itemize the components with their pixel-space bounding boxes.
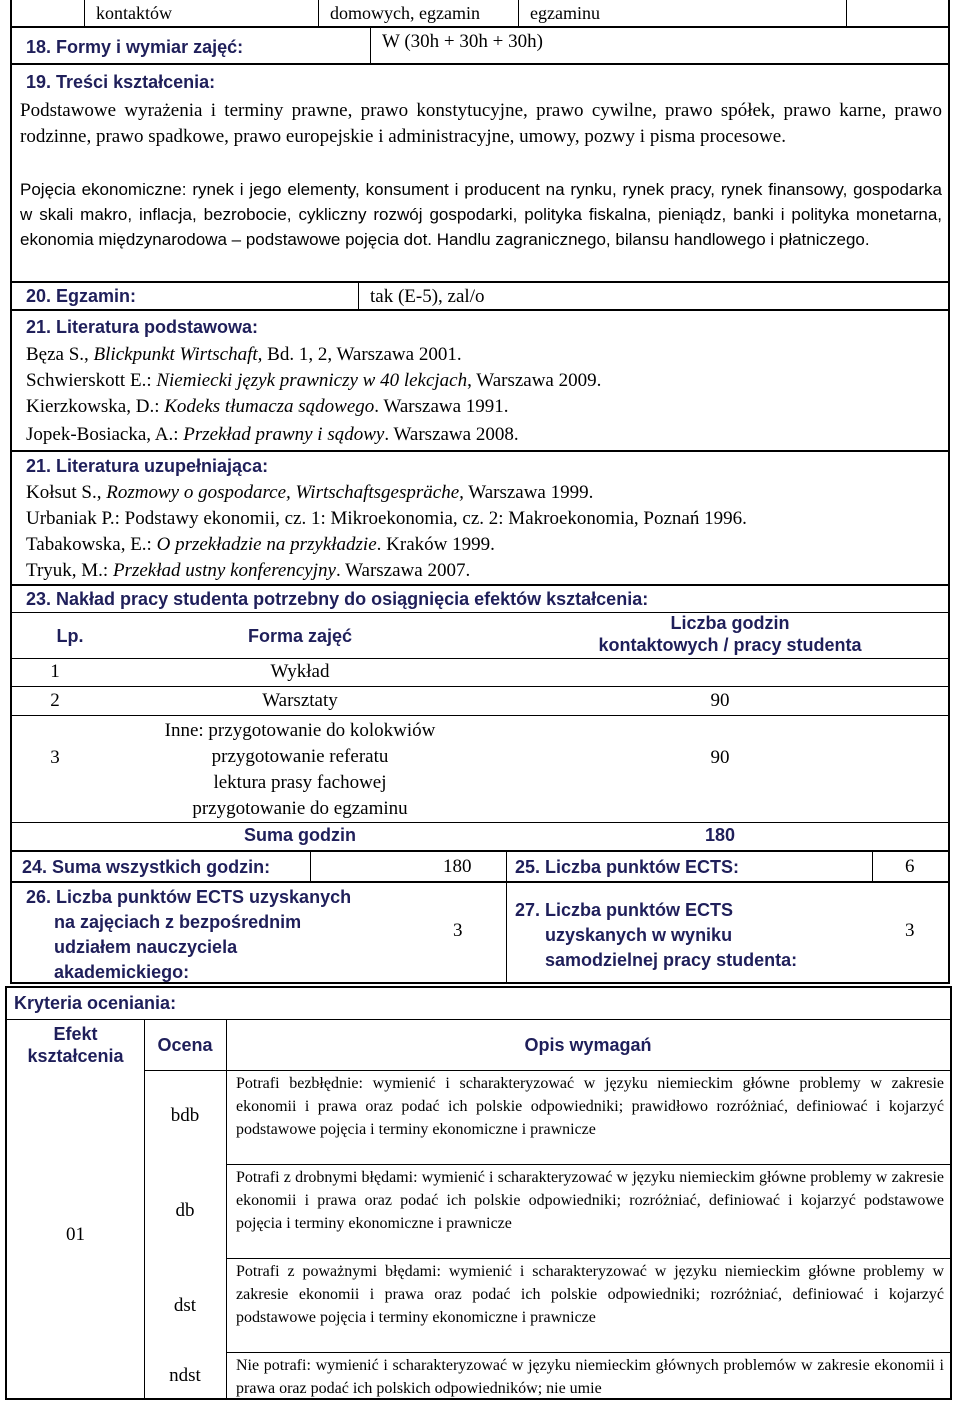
grade-db: db — [175, 1200, 195, 1221]
divider — [10, 850, 950, 852]
col-hours-header-1: Liczba godzin — [670, 613, 790, 633]
divider — [318, 0, 319, 26]
divider — [310, 851, 311, 881]
divider — [226, 1020, 227, 1400]
divider — [84, 0, 85, 26]
top-cell-3: egzaminu — [530, 3, 600, 23]
grade-bdb: bdb — [170, 1105, 200, 1126]
desc-dst: Potrafi z poważnymi błędami: wymienić i scharakteryzować w języku niemieckim główne problemy w zakresie ekonomii i prawa oraz podać ich polskie odpowiedniki; rozróżniać, definiować i kojarzyć podstawowe pojęcia i terminy ekonomiczne i prawnicze — [236, 1263, 944, 1326]
divider — [10, 450, 950, 452]
literature-item: Jopek-Bosiacka, A.: Przekład prawny i sądowy. Warszawa 2008. — [26, 424, 519, 445]
frame-right — [948, 0, 950, 982]
s19-paragraph-law: Podstawowe wyrażenia i terminy prawne, prawo konstytucyjne, prawo cywilne, prawo spółek, prawo karne, prawo rodzinne, prawo spadkowe, prawo europejskie i administracyjne, umowy, pozwy i pisma procesowe. — [20, 100, 942, 147]
s20-label: 20. Egzamin: — [26, 286, 137, 306]
divider — [10, 686, 950, 687]
row-2-forma: Warsztaty — [262, 690, 338, 711]
top-cell-1: kontaktów — [96, 3, 172, 23]
s26-line: udziałem nauczyciela — [54, 937, 238, 957]
col-ocena-header: Ocena — [157, 1035, 213, 1055]
s22-list — [26, 480, 926, 584]
row-2-hours: 90 — [710, 690, 730, 711]
efekt-value: 01 — [66, 1224, 85, 1245]
forma-line: lektura prasy fachowej — [213, 772, 387, 793]
s23-label: 23. Nakład pracy studenta potrzebny do osiągnięcia efektów kształcenia: — [26, 589, 649, 609]
criteria-label: Kryteria oceniania: — [14, 993, 177, 1013]
divider — [370, 27, 371, 63]
frame-left — [10, 0, 12, 982]
s25-label: 25. Liczba punktów ECTS: — [515, 857, 740, 877]
s26-line: akademickiego: — [54, 962, 190, 982]
divider — [145, 1070, 950, 1071]
grade-ndst: ndst — [169, 1365, 201, 1386]
efekt-header-line: Efekt — [53, 1024, 98, 1044]
divider — [7, 1019, 950, 1020]
desc-bdb: Potrafi bezbłędnie: wymienić i scharakteryzować w języku niemieckim główne problemy w zakresie ekonomii i prawa oraz podać ich polskie odpowiedniki; prawidłowo rozróżniać, definiować i kojarzyć podstawowe pojęcia i terminy ekonomiczne i prawnicze — [236, 1075, 944, 1138]
s21-label: 21. Literatura podstawowa: — [26, 317, 259, 337]
row-3-lp: 3 — [50, 747, 60, 768]
row-1-forma: Wykład — [270, 661, 330, 682]
s22-label: 21. Literatura uzupełniająca: — [26, 456, 269, 476]
s18-label: 18. Formy i wymiar zajęć: — [26, 37, 244, 57]
s19-paragraph-economics: Pojęcia ekonomiczne: rynek i jego elementy, konsument i producent na rynku, rynek pracy, rynek finansowy, gospodarka w skali makro, inflacja, bezrobocie, cykliczny rozwój gospodarki, polityka fiskalna, pieniądz, banki i polityka monetarna, ekonomia międzynarodowa – podstawowe pojęcia dot. Handlu zagranicznego, bilansu handlowego i płatniczego. — [20, 180, 942, 249]
s20-value: tak (E-5), zal/o — [370, 286, 485, 307]
s25-value: 6 — [905, 856, 915, 877]
efekt-header-line: kształcenia — [27, 1046, 124, 1066]
divider — [10, 584, 950, 586]
col-hours-header-2: kontaktowych / pracy studenta — [598, 635, 862, 655]
divider — [10, 881, 950, 883]
divider — [227, 1164, 950, 1165]
divider — [518, 0, 519, 26]
sum-label: Suma godzin — [244, 825, 356, 845]
divider — [10, 309, 950, 311]
s27-line: uzyskanych w wyniku — [545, 925, 733, 945]
s24-value: 180 — [443, 856, 472, 877]
col-efekt-header — [7, 1023, 144, 1067]
literature-item: Schwierskott E.: Niemiecki język prawniczy w 40 lekcjach, Warszawa 2009. — [26, 370, 602, 391]
desc-ndst: Nie potrafi: wymienić i scharakteryzować w języku niemieckim głównych problemów w zakresie ekonomii i prawa oraz podać ich polskich odpowiedników; nie umie — [236, 1357, 944, 1397]
divider — [10, 982, 950, 984]
s27-label — [515, 898, 797, 973]
literature-item: Bęza S., Blickpunkt Wirtschaft, Bd. 1, 2, Warszawa 2001. — [26, 344, 462, 365]
s24-label: 24. Suma wszystkich godzin: — [22, 857, 271, 877]
divider — [846, 0, 847, 26]
literature-item: Tryuk, M.: Przekład ustny konferencyjny. Warszawa 2007. — [26, 560, 471, 581]
divider — [10, 281, 950, 283]
literature-item: Kierzkowska, D.: Kodeks tłumacza sądowego. Warszawa 1991. — [26, 396, 509, 417]
forma-line: przygotowanie do egzaminu — [192, 798, 408, 819]
divider — [227, 1352, 950, 1353]
s26-value: 3 — [453, 920, 463, 941]
s26-line: na zajęciach z bezpośrednim — [54, 912, 302, 932]
literature-item: Tabakowska, E.: O przekładzie na przykładzie. Kraków 1999. — [26, 534, 495, 555]
literature-item: Kołsut S., Rozmowy o gospodarce, Wirtschaftsgespräche, Warszawa 1999. — [26, 482, 594, 503]
forma-line: Inne: przygotowanie do kolokwiów — [164, 720, 436, 741]
divider — [227, 1258, 950, 1259]
s27-value: 3 — [905, 920, 915, 941]
s26-label — [26, 885, 351, 985]
col-forma-header: Forma zajęć — [247, 626, 353, 646]
divider — [10, 658, 950, 659]
sum-value: 180 — [704, 825, 736, 845]
desc-db: Potrafi z drobnymi błędami: wymienić i scharakteryzować w języku niemieckim główne problemy w zakresie ekonomii i prawa oraz podać ich polskie odpowiedniki; rozróżniać, definiować i kojarzyć podstawowe pojęcia i terminy ekonomiczne i prawnicze — [236, 1169, 944, 1232]
s27-line: samodzielnej pracy studenta: — [545, 950, 798, 970]
divider — [872, 851, 873, 881]
s26-line: 26. Liczba punktów ECTS uzyskanych — [26, 887, 352, 907]
divider — [506, 851, 507, 982]
literature-item: Urbaniak P.: Podstawy ekonomii, cz. 1: Mikroekonomia, cz. 2: Makroekonomia, Poznań 1996. — [26, 508, 747, 529]
divider — [358, 282, 359, 309]
s27-line: 27. Liczba punktów ECTS — [515, 900, 734, 920]
s21-list — [26, 342, 926, 448]
col-opis-header: Opis wymagań — [524, 1035, 652, 1055]
row-3-hours: 90 — [710, 747, 730, 768]
grade-dst: dst — [173, 1295, 197, 1316]
forma-line: przygotowanie referatu — [211, 746, 389, 767]
divider — [10, 26, 950, 28]
row-2-lp: 2 — [50, 690, 60, 711]
col-lp-header: Lp. — [56, 626, 84, 646]
s18-value: W (30h + 30h + 30h) — [382, 31, 543, 52]
s19-label: 19. Treści kształcenia: — [26, 72, 216, 92]
row-3-forma — [120, 718, 480, 822]
top-cell-2: domowych, egzamin — [330, 3, 480, 23]
divider — [10, 63, 950, 65]
row-1-lp: 1 — [50, 661, 60, 682]
divider — [10, 715, 950, 716]
divider — [10, 822, 950, 823]
